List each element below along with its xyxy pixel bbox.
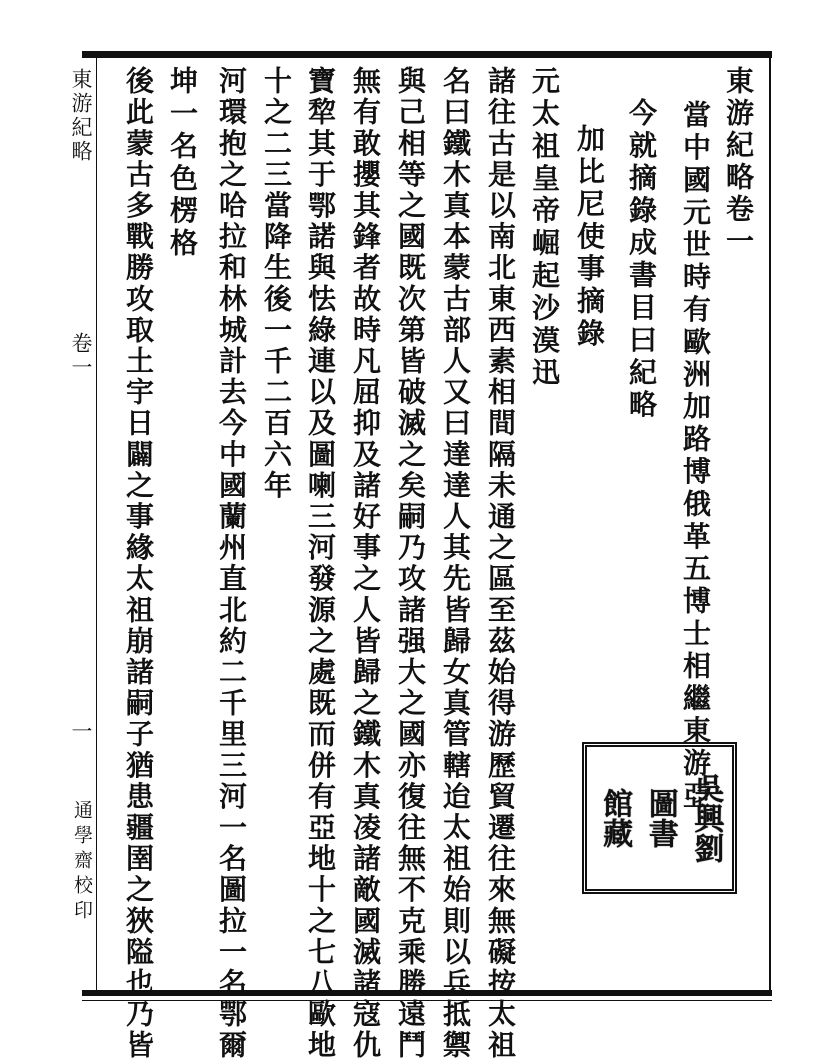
text-column-1-head: 當中國元世時有歐洲加路博俄革五博士相繼東游亞 (679, 100, 712, 813)
text-column-5: 諸往古是以南北東西素相間隔未通之區至茲始得游歷貿遷往來無礙按太祖 (484, 66, 517, 1061)
text-column-10 (260, 66, 293, 502)
text-column-1 (679, 100, 712, 813)
text-column-7: 與己相等之國既次第皆破滅之矣嗣乃攻諸强大之國亦復往無不克乘勝遠鬥 (394, 66, 427, 1061)
text-column-12: 坤一名色楞格 (166, 66, 199, 261)
margin-book-title: 東游紀略 (69, 68, 93, 164)
seal-column-1: 吳興劉 (688, 773, 724, 863)
right-border-rule (769, 51, 771, 996)
text-column-11: 河環抱之哈拉和林城計去今中國蘭州直北約二千里三河一名圖拉一名鄂爾 (215, 66, 248, 1061)
text-column-4-head: 元太祖皇帝崛起沙漠迅 (528, 66, 561, 390)
text-column-4 (528, 66, 561, 390)
bottom-border-rule (82, 990, 772, 996)
margin-divider-rule (96, 58, 97, 990)
margin-volume: 卷一 (69, 332, 93, 380)
seal-column-2: 圖書 (642, 788, 678, 848)
margin-page-number: 一 (69, 720, 93, 744)
text-column-9: 寶犂其于鄂諾與怯綠連以及圖喇三河發源之處既而併有亞地十之七八歐地 (304, 66, 337, 1061)
margin-publisher: 通學齋校印 (71, 800, 93, 925)
text-column-8: 無有敢攖其鋒者故時凡屈抑及諸好事之人皆歸之鐵木真凌諸敵國滅諸寇仇 (349, 66, 382, 1061)
volume-heading: 東游紀略卷一 (722, 66, 755, 258)
seal-column-3: 館藏 (597, 788, 633, 848)
text-column-6: 名曰鐵木真本蒙古部人又曰達達人其先皆歸女真管轄迨太祖始則以兵抵禦 (439, 66, 472, 1061)
text-column-2: 今就摘錄成書目曰紀略 (625, 98, 658, 422)
section-heading: 加比尼使事摘錄 (573, 124, 606, 351)
text-column-13: 後此蒙古多戰勝攻取土宇日闢之事緣太祖崩諸嗣子猶患疆圉之狹隘也乃皆 (122, 66, 155, 1061)
collector-seal (582, 742, 737, 894)
top-border-rule (82, 51, 772, 58)
text-column-10-head: 十之二三當降生後一千二百六年 (260, 66, 293, 502)
bottom-thin-rule (82, 1000, 772, 1001)
